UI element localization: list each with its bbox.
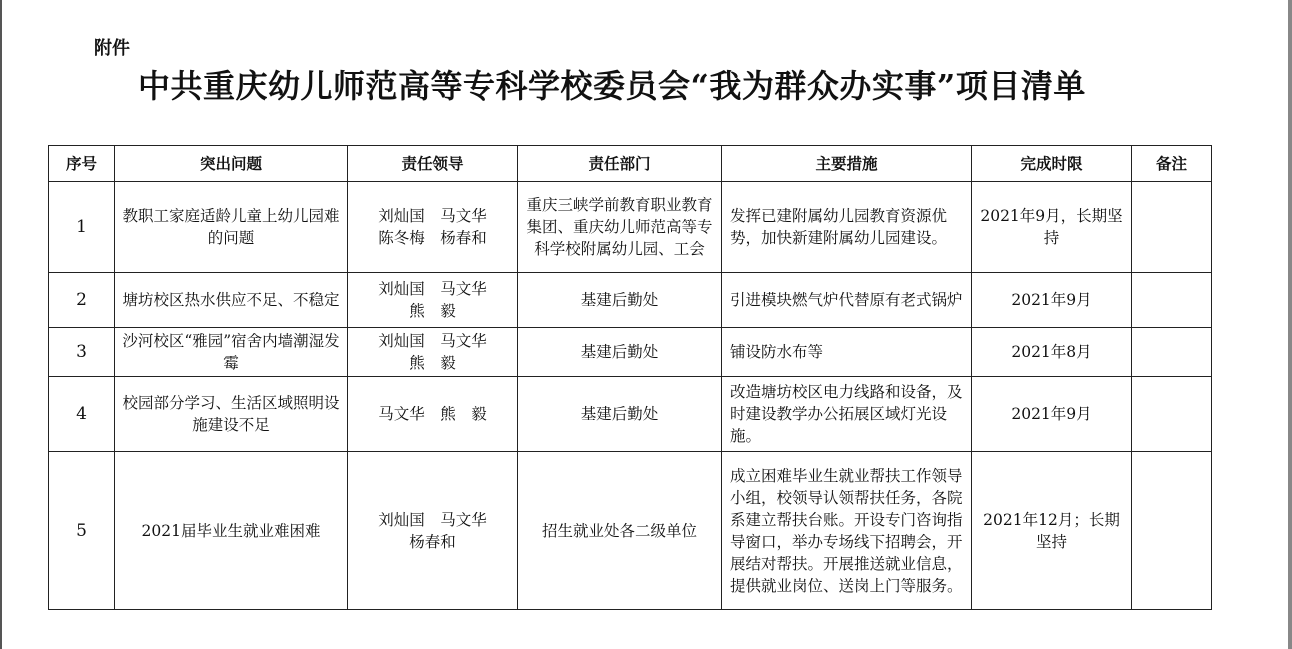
header-deadline: 完成时限 — [972, 146, 1132, 182]
cell-notes — [1132, 377, 1212, 452]
cell-problem: 2021届毕业生就业难困难 — [115, 452, 348, 610]
cell-department: 招生就业处各二级单位 — [518, 452, 722, 610]
cell-department: 重庆三峡学前教育职业教育集团、重庆幼儿师范高等专科学校附属幼儿园、工会 — [518, 182, 722, 273]
cell-deadline: 2021年9月 — [972, 377, 1132, 452]
header-department: 责任部门 — [518, 146, 722, 182]
attachment-label: 附件 — [94, 38, 130, 59]
cell-notes — [1132, 328, 1212, 377]
cell-leader — [348, 273, 518, 328]
cell-problem: 沙河校区“雅园”宿舍内墙潮湿发霉 — [115, 328, 348, 377]
cell-leader — [348, 452, 518, 610]
leader-line: 熊 毅 — [409, 302, 456, 320]
cell-problem: 校园部分学习、生活区域照明设施建设不足 — [115, 377, 348, 452]
header-problem: 突出问题 — [115, 146, 348, 182]
header-measures: 主要措施 — [722, 146, 972, 182]
cell-seq: 2 — [49, 273, 115, 328]
leader-line: 刘灿国 马文华 — [378, 280, 487, 298]
cell-deadline: 2021年8月 — [972, 328, 1132, 377]
leader-line: 陈冬梅 杨春和 — [378, 229, 487, 247]
cell-seq: 4 — [49, 377, 115, 452]
leader-line: 马文华 熊 毅 — [378, 405, 487, 423]
cell-leader — [348, 377, 518, 452]
cell-deadline: 2021年9月 — [972, 273, 1132, 328]
window-right-border — [1288, 0, 1292, 649]
cell-seq: 5 — [49, 452, 115, 610]
window-left-border — [0, 0, 2, 649]
cell-notes — [1132, 452, 1212, 610]
cell-seq: 3 — [49, 328, 115, 377]
cell-leader — [348, 328, 518, 377]
cell-problem: 塘坊校区热水供应不足、不稳定 — [115, 273, 348, 328]
cell-department: 基建后勤处 — [518, 273, 722, 328]
document-title: 中共重庆幼儿师范高等专科学校委员会“我为群众办实事”项目清单 — [138, 67, 1086, 105]
cell-measures: 成立困难毕业生就业帮扶工作领导小组，校领导认领帮扶任务，各院系建立帮扶台账。开设专门咨询指导窗口，举办专场线下招聘会，开展结对帮扶。开展推送就业信息，提供就业岗位、送岗上门等服务。 — [722, 452, 972, 610]
header-leader: 责任领导 — [348, 146, 518, 182]
cell-seq: 1 — [49, 182, 115, 273]
cell-measures: 发挥已建附属幼儿园教育资源优势，加快新建附属幼儿园建设。 — [722, 182, 972, 273]
cell-deadline: 2021年12月；长期坚持 — [972, 452, 1132, 610]
cell-deadline: 2021年9月，长期坚持 — [972, 182, 1132, 273]
leader-line: 熊 毅 — [409, 354, 456, 372]
cell-department: 基建后勤处 — [518, 328, 722, 377]
table-header-row — [49, 146, 1212, 182]
leader-line: 杨春和 — [409, 532, 456, 551]
cell-measures: 铺设防水布等 — [722, 328, 972, 377]
table-row — [49, 328, 1212, 377]
table-row — [49, 377, 1212, 452]
leader-line: 刘灿国 马文华 — [378, 207, 487, 225]
cell-department: 基建后勤处 — [518, 377, 722, 452]
header-notes: 备注 — [1132, 146, 1212, 182]
cell-notes — [1132, 182, 1212, 273]
cell-measures: 改造塘坊校区电力线路和设备，及时建设教学办公拓展区域灯光设施。 — [722, 377, 972, 452]
table-row — [49, 182, 1212, 273]
leader-line: 刘灿国 马文华 — [378, 510, 487, 529]
table-row — [49, 273, 1212, 328]
cell-leader — [348, 182, 518, 273]
cell-measures: 引进模块燃气炉代替原有老式锅炉 — [722, 273, 972, 328]
table-row — [49, 452, 1212, 610]
leader-line: 刘灿国 马文华 — [378, 332, 487, 350]
project-list-table — [48, 145, 1212, 610]
cell-notes — [1132, 273, 1212, 328]
header-seq: 序号 — [49, 146, 115, 182]
cell-problem: 教职工家庭适龄儿童上幼儿园难的问题 — [115, 182, 348, 273]
